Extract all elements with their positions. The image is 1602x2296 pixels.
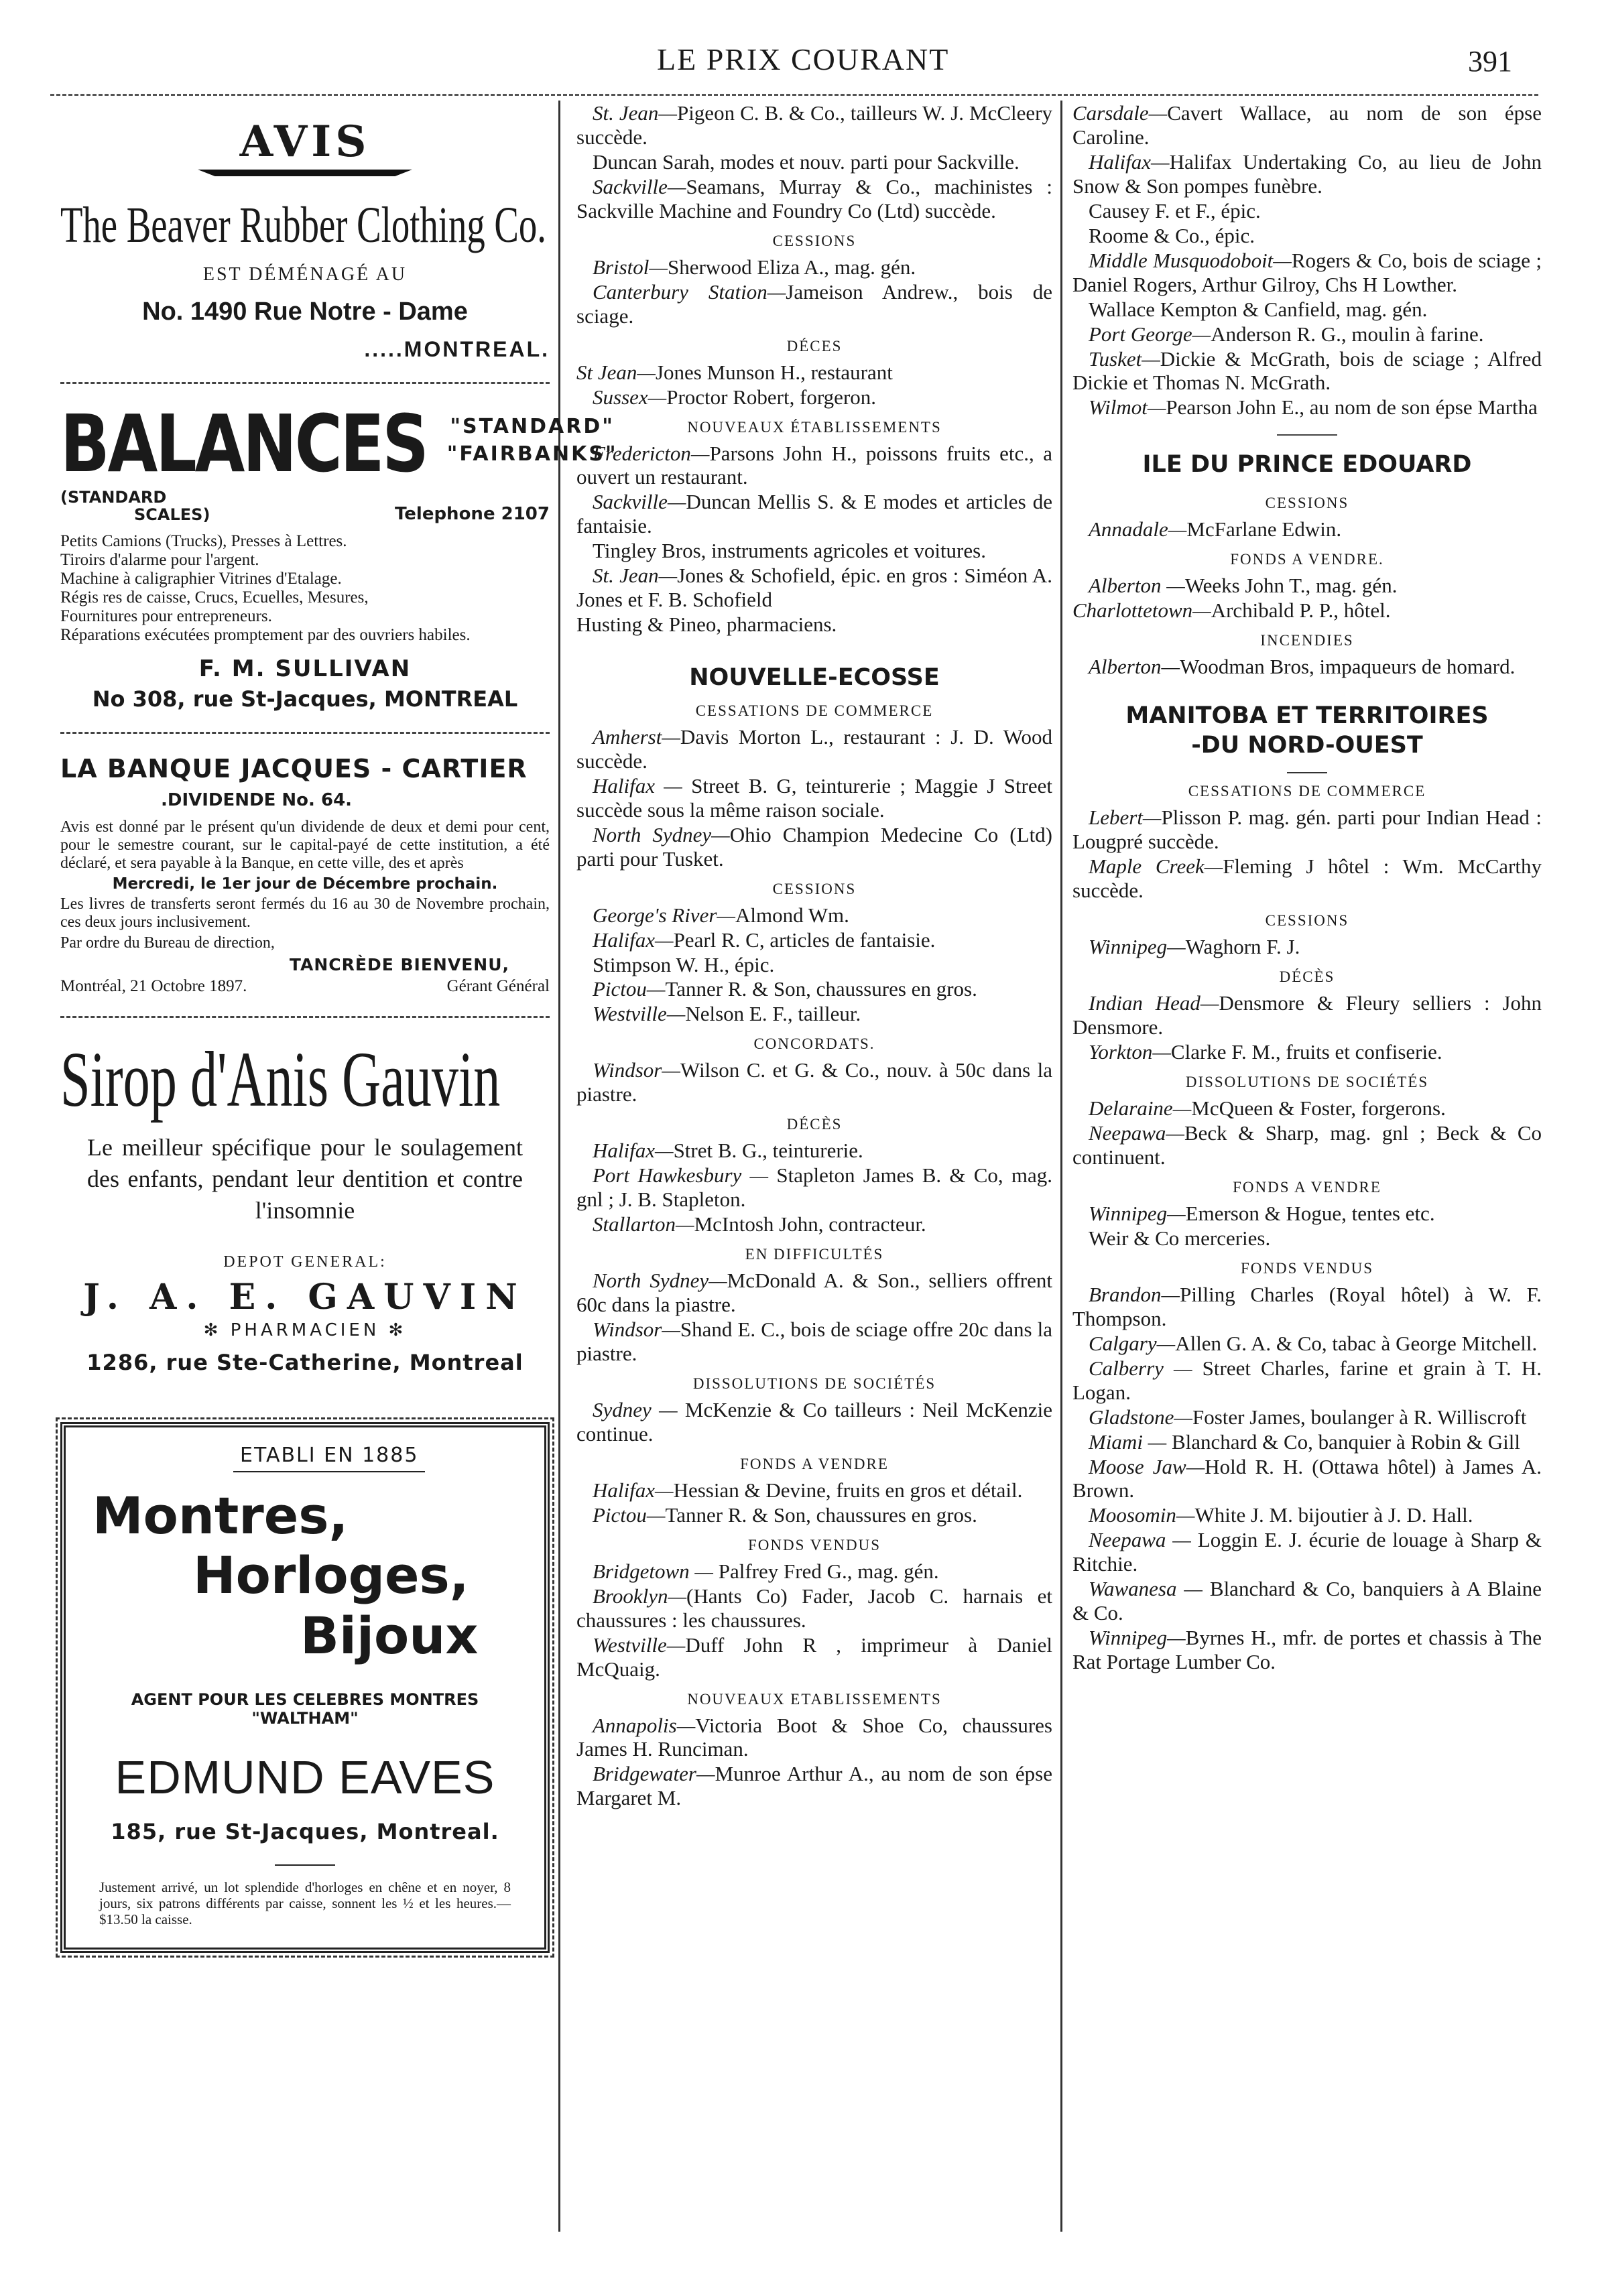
journal-title: LE PRIX COURANT — [657, 42, 950, 76]
balances-merchant: F. M. SULLIVAN — [198, 655, 412, 682]
entry: Bridgewater—Munroe Arthur A., au nom de son épse Margaret M. — [576, 1762, 1052, 1810]
entry: Bristol—Sherwood Eliza A., mag. gén. — [593, 255, 916, 279]
divider — [1287, 772, 1327, 773]
product-line: Réparations exécutées promptement par des ouvriers habiles. — [60, 625, 471, 644]
section-heading: FONDS A VENDRE — [740, 1455, 889, 1472]
eaves-agent: AGENT POUR LES CELEBRES MONTRES "WALTHAM" — [131, 1689, 479, 1728]
entry: Halifax—Halifax Undertaking Co, au lieu de John Snow & Son pompes funèbre. — [1072, 149, 1542, 198]
section-heading: DÉCÈS — [1279, 968, 1335, 986]
banque-paragraph: Les livres de transferts seront fermés du 16 au 30 de Novembre prochain, ces deux jours inclusivement. — [60, 895, 550, 932]
section-heading: DISSOLUTIONS DE SOCIÉTÉS — [692, 1375, 936, 1392]
entry: Carsdale—Cavert Wallace, au nom de son épse Caroline. — [1072, 101, 1542, 149]
entry: Halifax—Pearl R. C, articles de fantaisie. — [593, 928, 936, 952]
sirop-pharmacien: ✻ PHARMACIEN ✻ — [203, 1320, 407, 1340]
section-heading: CESSIONS — [772, 232, 857, 249]
product-line: Fournitures pour entrepreneurs. — [60, 607, 272, 625]
entry: Charlottetown—Archibald P. P., hôtel. — [1072, 598, 1391, 623]
entry: Wawanesa — Blanchard & Co, banquiers à A Blaine & Co. — [1072, 1577, 1542, 1625]
entry: St Jean—Jones Munson H., restaurant — [576, 360, 893, 384]
entry: Pictou—Tanner R. & Son, chaussures en gros. — [593, 1503, 977, 1527]
section-heading: NOUVEAUX ETABLISSEMENTS — [687, 1690, 942, 1708]
banque-signature: TANCRÈDE BIENVENU, — [289, 955, 509, 975]
region-heading: NOUVELLE-ECOSSE — [689, 664, 940, 692]
entry: Halifax — Street B. G, teinturerie ; Maggie J Street succède sous la même raison sociale. — [576, 773, 1052, 822]
entry: Stimpson W. H., épic. — [593, 952, 775, 976]
entry: Lebert—Plisson P. mag. gén. parti pour Indian Head : Lougpré succède. — [1072, 806, 1542, 854]
avis-city: .....MONTREAL. — [364, 337, 550, 361]
entry: Calgary—Allen G. A. & Co, tabac à George Mitchell. — [1089, 1331, 1538, 1355]
entry: Annadale—McFarlane Edwin. — [1089, 517, 1342, 541]
balances-standard: "STANDARD" — [450, 415, 615, 438]
entry: Sussex—Proctor Robert, forgeron. — [593, 385, 877, 409]
entry: Windsor—Wilson C. et G. & Co., nouv. à 50c dans la piastre. — [576, 1058, 1052, 1106]
divider — [60, 1016, 550, 1018]
entry: Tusket—Dickie & McGrath, bois de sciage ; Alfred Dickie et Thomas N. McGrath. — [1072, 346, 1542, 395]
entry: Delaraine—McQueen & Foster, forgerons. — [1089, 1096, 1446, 1121]
region-line1: MANITOBA ET TERRITOIRES — [1125, 702, 1489, 729]
advertisement-column — [60, 101, 618, 1953]
entry: Westville—Nelson E. F., tailleur. — [593, 1002, 861, 1026]
section-heading: FONDS A VENDRE. — [1230, 551, 1384, 568]
entry: North Sydney—McDonald A. & Son., selliers offrent 60c dans la piastre. — [576, 1269, 1052, 1317]
banque-dividend: .DIVIDENDE No. 64. — [161, 789, 353, 810]
entry: Fredericton—Parsons John H., poissons fruits etc., a ouvert un restaurant. — [576, 441, 1052, 489]
entry: Indian Head—Densmore & Fleury selliers : John Densmore. — [1072, 991, 1542, 1039]
sirop-address: 1286, rue Ste-Catherine, Montreal — [86, 1349, 523, 1375]
banque-title: LA BANQUE JACQUES - CARTIER — [60, 753, 528, 783]
entry: Moose Jaw—Hold R. H. (Ottawa hôtel) à James A. Brown. — [1072, 1454, 1542, 1503]
entry: Winnipeg—Waghorn F. J. — [1089, 935, 1300, 959]
eaves-line2: Horloges, — [193, 1545, 469, 1606]
entry: Halifax—Stret B. G., teinturerie. — [593, 1139, 863, 1163]
divider — [1277, 434, 1337, 436]
sirop-description: Le meilleur spécifique pour le soulagement des enfants, pendant leur dentition et contre l'insomnie — [87, 1134, 523, 1224]
entry: Brooklyn—(Hants Co) Fader, Jacob C. harnais et chaussures : les chaussures. — [576, 1584, 1052, 1632]
banque-date-line: Mercredi, le 1er jour de Décembre prochain. — [112, 875, 498, 893]
eaves-note: Justement arrivé, un lot splendide d'horloges en chêne et en noyer, 8 jours, six patrons différents par caisse, sonnent les ½ et les heures.—$13.50 la caisse. — [99, 1878, 511, 1928]
entry: Westville—Duff John R , imprimeur à Daniel McQuaig. — [576, 1633, 1052, 1681]
avis-underline — [198, 170, 412, 176]
avis-title: AVIS — [239, 117, 371, 167]
balances-products — [60, 532, 550, 645]
eaves-line1: Montres, — [93, 1485, 349, 1545]
section-heading: FONDS A VENDRE — [1233, 1178, 1381, 1196]
entry: George's River—Almond Wm. — [593, 903, 849, 927]
entry: Alberton —Weeks John T., mag. gén. — [1089, 574, 1398, 598]
eaves-ad — [60, 1422, 550, 1953]
product-line: Tiroirs d'alarme pour l'argent. — [60, 550, 259, 569]
entry: Weir & Co merceries. — [1089, 1226, 1271, 1250]
entry: Port Hawkesbury — Stapleton James B. & Co, mag. gnl ; J. B. Stapleton. — [576, 1163, 1052, 1212]
entry: Amherst—Davis Morton L., restaurant : J. D. Wood succède. — [576, 724, 1052, 773]
section-heading: CESSATIONS DE COMMERCE — [1188, 783, 1426, 800]
standard-label: (STANDARD — [60, 488, 167, 507]
sirop-ad — [60, 1034, 550, 1375]
banque-paragraph: Par ordre du Bureau de direction, — [60, 934, 275, 952]
entry: Calberry — Street Charles, farine et grain à T. H. Logan. — [1072, 1356, 1542, 1404]
scales-label: SCALES) — [134, 505, 210, 525]
entry: Miami — Blanchard & Co, banquier à Robin & Gill — [1089, 1429, 1521, 1454]
entry: Middle Musquodoboit—Rogers & Co, bois de sciage ; Daniel Rogers, Arthur Gilroy, Chs H Lowther. — [1072, 248, 1542, 296]
section-heading: FONDS VENDUS — [747, 1536, 881, 1553]
entry: Halifax—Hessian & Devine, fruits en gros et détail. — [593, 1478, 1023, 1502]
entry: Roome & Co., épic. — [1089, 223, 1255, 247]
avis-company: The Beaver Rubber Clothing Co. — [60, 197, 546, 253]
sirop-title: Sirop d'Anis Gauvin — [60, 1035, 501, 1124]
entry: Bridgetown — Palfrey Fred G., mag. gén. — [593, 1559, 939, 1583]
header-rule — [50, 94, 1538, 96]
entry: Duncan Sarah, modes et nouv. parti pour Sackville. — [593, 149, 1020, 174]
banque-date: Montréal, 21 Octobre 1897. — [60, 977, 247, 996]
section-heading: EN DIFFICULTÉS — [745, 1246, 884, 1263]
region-heading: ILE DU PRINCE EDOUARD — [1142, 451, 1472, 479]
right-column — [1072, 101, 1542, 1674]
balances-ad — [60, 397, 618, 712]
region-line2: -DU NORD-OUEST — [1191, 731, 1423, 759]
page-header — [0, 42, 1602, 88]
section-heading: DÉCÈS — [786, 1116, 843, 1133]
entry: Neepawa — Loggin E. J. écurie de louage à Sharp & Ritchie. — [1072, 1528, 1542, 1576]
banque-role: Gérant Général — [446, 977, 550, 996]
entry: Windsor—Shand E. C., bois de sciage offre 20c dans la piastre. — [576, 1318, 1052, 1365]
eaves-address: 185, rue St-Jacques, Montreal. — [111, 1818, 499, 1844]
section-heading: FONDS VENDUS — [1240, 1259, 1374, 1277]
entry: Sackville—Seamans, Murray & Co., machinistes : Sackville Machine and Foundry Co (Ltd) succède. — [576, 174, 1052, 222]
section-heading: INCENDIES — [1260, 632, 1354, 649]
entry: Stallarton—McIntosh John, contracteur. — [593, 1212, 926, 1236]
product-line: Machine à caligraphier Vitrines d'Etalage. — [60, 569, 342, 588]
column-divider-right — [1060, 101, 1062, 2232]
section-heading: CONCORDATS. — [753, 1035, 875, 1053]
middle-column — [576, 101, 1052, 1810]
section-heading: CESSIONS — [772, 880, 857, 897]
entry: Brandon—Pilling Charles (Royal hôtel) à W. F. Thompson. — [1072, 1282, 1542, 1330]
entry: Neepawa—Beck & Sharp, mag. gnl ; Beck & Co continuent. — [1072, 1121, 1542, 1169]
banque-notice — [60, 754, 550, 997]
entry: Gladstone—Foster James, boulanger à R. Williscroft — [1089, 1405, 1527, 1429]
eaves-name: EDMUND EAVES — [115, 1750, 495, 1803]
entry: Sydney — McKenzie & Co tailleurs : Neil McKenzie continue. — [576, 1397, 1052, 1446]
page-number: 391 — [1468, 45, 1512, 78]
telephone: Telephone 2107 — [394, 503, 550, 524]
balances-fairbanks: "FAIRBANKS" — [446, 442, 618, 466]
avis-ad — [60, 117, 550, 362]
entry: Annapolis—Victoria Boot & Shoe Co, chaussures James H. Runciman. — [576, 1713, 1052, 1761]
avis-line: EST DÉMÉNAGÉ AU — [202, 264, 408, 285]
entry: Alberton—Woodman Bros, impaqueurs de homard. — [1089, 655, 1516, 678]
eaves-line3: Bijoux — [300, 1606, 479, 1666]
sirop-depot: DEPOT GENERAL: — [223, 1253, 387, 1271]
entry: Port George—Anderson R. G., moulin à farine. — [1089, 322, 1484, 346]
entry: Causey F. et F., épic. — [1089, 198, 1261, 222]
entry: Wilmot—Pearson John E., au nom de son épse Martha — [1089, 395, 1538, 420]
entry: St. Jean—Pigeon C. B. & Co., tailleurs W. J. McCleery succède. — [576, 101, 1052, 149]
divider — [275, 1864, 335, 1866]
entry: Wallace Kempton & Canfield, mag. gén. — [1089, 297, 1428, 321]
product-line: Régis res de caisse, Crucs, Ecuelles, Mesures, — [60, 588, 369, 607]
avis-address: No. 1490 Rue Notre - Dame — [142, 298, 468, 326]
entry: Moosomin—White J. M. bijoutier à J. D. Hall. — [1089, 1503, 1473, 1527]
entry: Maple Creek—Fleming J hôtel : Wm. McCarthy succède. — [1072, 854, 1542, 903]
divider — [60, 382, 550, 384]
entry: Husting & Pineo, pharmaciens. — [576, 613, 837, 637]
entry: Sackville—Duncan Mellis S. & E modes et articles de fantaisie. — [576, 490, 1052, 538]
balances-address: No 308, rue St-Jacques, MONTREAL — [92, 686, 518, 712]
banque-paragraph: Avis est donné par le présent qu'un dividende de deux et demi pour cent, pour le semestre courant, sur le capital-payé de cette institution, a été déclaré, et sera payable à la Banque, en cette ville, des et après — [60, 818, 550, 872]
entry: Yorkton—Clarke F. M., fruits et confiserie. — [1089, 1040, 1442, 1064]
eaves-established: ETABLI EN 1885 — [233, 1441, 425, 1472]
section-heading: CESSIONS — [1265, 912, 1349, 930]
section-heading: CESSIONS — [1265, 495, 1349, 512]
entry: St. Jean—Jones & Schofield, épic. en gros : Siméon A. Jones et F. B. Schofield — [576, 564, 1052, 612]
divider — [60, 732, 550, 734]
section-heading: DÉCES — [786, 337, 843, 355]
entry: Pictou—Tanner R. & Son, chaussures en gros. — [593, 977, 977, 1001]
entry: Winnipeg—Byrnes H., mfr. de portes et chassis à The Rat Portage Lumber Co. — [1072, 1626, 1542, 1674]
eaves-headline — [93, 1486, 517, 1666]
balances-title: BALANCES — [60, 397, 427, 490]
entry: Winnipeg—Emerson & Hogue, tentes etc. — [1089, 1201, 1435, 1225]
section-heading: DISSOLUTIONS DE SOCIÉTÉS — [1185, 1074, 1429, 1091]
sirop-merchant: J. A. E. GAUVIN — [83, 1276, 527, 1318]
entry: Tingley Bros, instruments agricoles et voitures. — [593, 539, 986, 563]
entry: Canterbury Station—Jameison Andrew., bois de sciage. — [576, 279, 1052, 328]
product-line: Petits Camions (Trucks), Presses à Lettres. — [60, 531, 347, 550]
section-heading: NOUVEAUX ÉTABLISSEMENTS — [687, 418, 942, 436]
entry: North Sydney—Ohio Champion Medecine Co (Ltd) parti pour Tusket. — [576, 822, 1053, 871]
region-heading — [1072, 702, 1542, 761]
section-heading: CESSATIONS DE COMMERCE — [695, 702, 934, 719]
